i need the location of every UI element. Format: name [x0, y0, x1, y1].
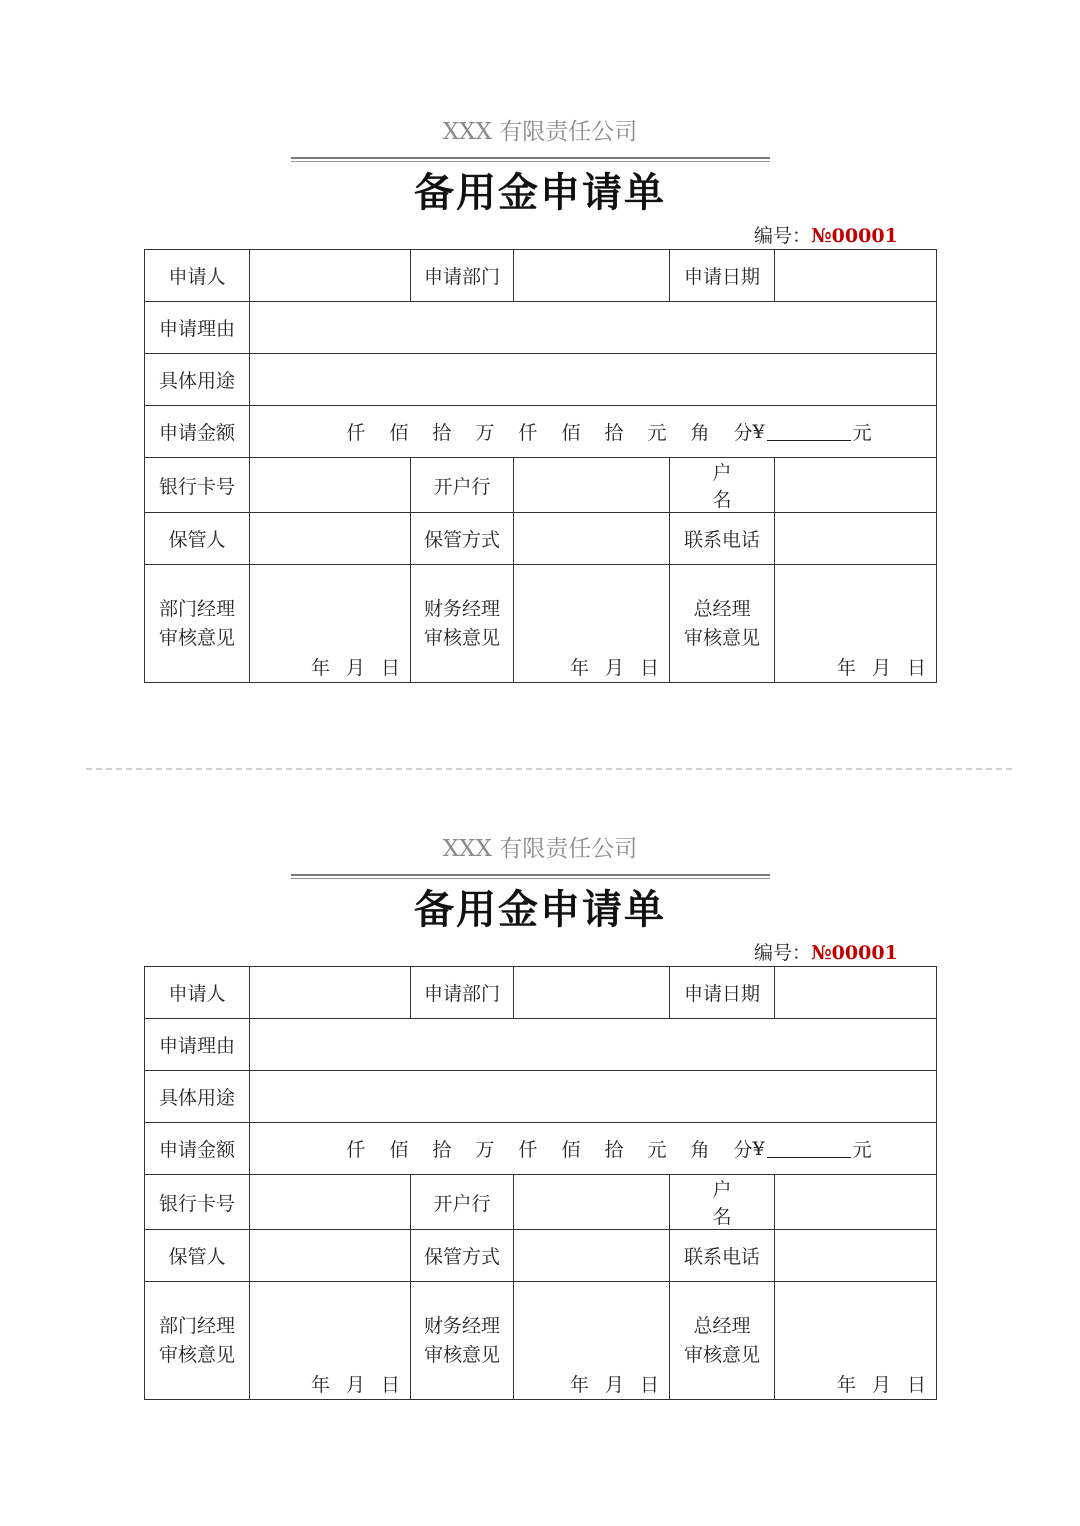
reason-label: 申请理由: [145, 1019, 250, 1071]
form-table: [144, 966, 937, 1400]
form-number-value: №00001: [811, 225, 898, 247]
amount-suffix: 元: [852, 1139, 872, 1161]
bank-card-field[interactable]: [250, 458, 411, 513]
table-row: [145, 1071, 937, 1123]
table-row: [145, 1282, 937, 1400]
table-row: [145, 1175, 937, 1230]
amount-unit: 万: [475, 1139, 495, 1161]
custodian-label: 保管人: [145, 1230, 250, 1282]
date-label: 申请日期: [670, 967, 775, 1019]
amount-unit: 仟: [346, 1139, 366, 1161]
custody-method-field[interactable]: [514, 513, 670, 565]
form-number-value: №00001: [811, 942, 898, 964]
dept-manager-label: 部门经理 审核意见: [145, 1282, 250, 1400]
amount-unit: 角: [690, 422, 710, 444]
amount-label: 申请金额: [145, 406, 250, 458]
finance-manager-opinion[interactable]: 年 月 日: [514, 1282, 670, 1400]
bank-branch-field[interactable]: [514, 458, 670, 513]
form-table: [144, 249, 937, 683]
petty-cash-form-2: [0, 834, 1080, 1434]
table-row: [145, 967, 937, 1019]
phone-label: 联系电话: [670, 1230, 775, 1282]
title-rule: [291, 874, 770, 879]
table-row: [145, 458, 937, 513]
bank-branch-field[interactable]: [514, 1175, 670, 1230]
finance-manager-label: 财务经理 审核意见: [411, 565, 514, 683]
general-manager-label: 总经理 审核意见: [670, 1282, 775, 1400]
amount-unit: 仟: [346, 422, 366, 444]
applicant-field[interactable]: [250, 967, 411, 1019]
currency-symbol: ¥: [752, 420, 765, 443]
dept-manager-label: 部门经理 审核意见: [145, 565, 250, 683]
amount-unit: 仟: [518, 1139, 538, 1161]
finance-manager-label: 财务经理 审核意见: [411, 1282, 514, 1400]
company-name: XXX 有限责任公司: [442, 836, 638, 862]
custody-method-field[interactable]: [514, 1230, 670, 1282]
amount-unit: 元: [647, 422, 667, 444]
applicant-label: 申请人: [145, 967, 250, 1019]
amount-unit: 分: [733, 422, 753, 444]
table-row: [145, 513, 937, 565]
table-row: [145, 302, 937, 354]
dept-manager-opinion[interactable]: 年 月 日: [250, 1282, 411, 1400]
purpose-field[interactable]: [250, 354, 937, 406]
amount-suffix: 元: [852, 422, 872, 444]
account-name-field[interactable]: [775, 1175, 937, 1230]
department-label: 申请部门: [411, 250, 514, 302]
amount-unit: 万: [475, 422, 495, 444]
purpose-field[interactable]: [250, 1071, 937, 1123]
table-row: [145, 406, 937, 458]
amount-field[interactable]: [250, 406, 937, 458]
account-name-label: 户 名: [670, 1175, 775, 1230]
purpose-label: 具体用途: [145, 1071, 250, 1123]
table-row: [145, 565, 937, 683]
amount-unit: 拾: [432, 1139, 452, 1161]
amount-unit: 分: [733, 1139, 753, 1161]
account-name-label: 户 名: [670, 458, 775, 513]
form-number-label: 编号：: [754, 942, 812, 964]
amount-blank[interactable]: [767, 422, 851, 441]
custody-method-label: 保管方式: [411, 1230, 514, 1282]
general-manager-label: 总经理 审核意见: [670, 565, 775, 683]
applicant-label: 申请人: [145, 250, 250, 302]
bank-branch-label: 开户行: [411, 458, 514, 513]
table-row: [145, 1230, 937, 1282]
date-field[interactable]: [775, 967, 937, 1019]
amount-unit: 拾: [432, 422, 452, 444]
title-rule: [291, 157, 770, 162]
company-name: XXX 有限责任公司: [442, 119, 638, 145]
amount-label: 申请金额: [145, 1123, 250, 1175]
custodian-field[interactable]: [250, 513, 411, 565]
custodian-label: 保管人: [145, 513, 250, 565]
currency-symbol: ¥: [752, 1137, 765, 1160]
amount-field[interactable]: [250, 1123, 937, 1175]
amount-unit: 拾: [604, 422, 624, 444]
date-field[interactable]: [775, 250, 937, 302]
reason-field[interactable]: [250, 302, 937, 354]
table-row: [145, 1123, 937, 1175]
amount-unit: 仟: [518, 422, 538, 444]
purpose-label: 具体用途: [145, 354, 250, 406]
amount-unit: 佰: [389, 422, 409, 444]
petty-cash-form-1: [0, 117, 1080, 717]
phone-field[interactable]: [775, 1230, 937, 1282]
amount-blank[interactable]: [767, 1139, 851, 1158]
table-row: [145, 1019, 937, 1071]
bank-card-label: 银行卡号: [145, 458, 250, 513]
account-name-field[interactable]: [775, 458, 937, 513]
date-label: 申请日期: [670, 250, 775, 302]
form-title: 备用金申请单: [414, 886, 666, 933]
form-number: [754, 940, 898, 966]
form-number-label: 编号：: [754, 225, 812, 247]
reason-field[interactable]: [250, 1019, 937, 1071]
amount-unit: 佰: [389, 1139, 409, 1161]
bank-card-label: 银行卡号: [145, 1175, 250, 1230]
amount-unit: 佰: [561, 1139, 581, 1161]
reason-label: 申请理由: [145, 302, 250, 354]
amount-unit: 拾: [604, 1139, 624, 1161]
table-row: [145, 354, 937, 406]
cut-line-divider: [86, 768, 1012, 770]
finance-manager-opinion[interactable]: 年 月 日: [514, 565, 670, 683]
bank-card-field[interactable]: [250, 1175, 411, 1230]
bank-branch-label: 开户行: [411, 1175, 514, 1230]
amount-unit: 元: [647, 1139, 667, 1161]
table-row: [145, 250, 937, 302]
phone-field[interactable]: [775, 513, 937, 565]
general-manager-opinion[interactable]: 年 月 日: [775, 1282, 937, 1400]
phone-label: 联系电话: [670, 513, 775, 565]
form-number: [754, 223, 898, 249]
amount-unit: 角: [690, 1139, 710, 1161]
applicant-field[interactable]: [250, 250, 411, 302]
custodian-field[interactable]: [250, 1230, 411, 1282]
general-manager-opinion[interactable]: 年 月 日: [775, 565, 937, 683]
form-title: 备用金申请单: [414, 169, 666, 216]
custody-method-label: 保管方式: [411, 513, 514, 565]
amount-unit: 佰: [561, 422, 581, 444]
dept-manager-opinion[interactable]: 年 月 日: [250, 565, 411, 683]
department-field[interactable]: [514, 250, 670, 302]
department-field[interactable]: [514, 967, 670, 1019]
department-label: 申请部门: [411, 967, 514, 1019]
